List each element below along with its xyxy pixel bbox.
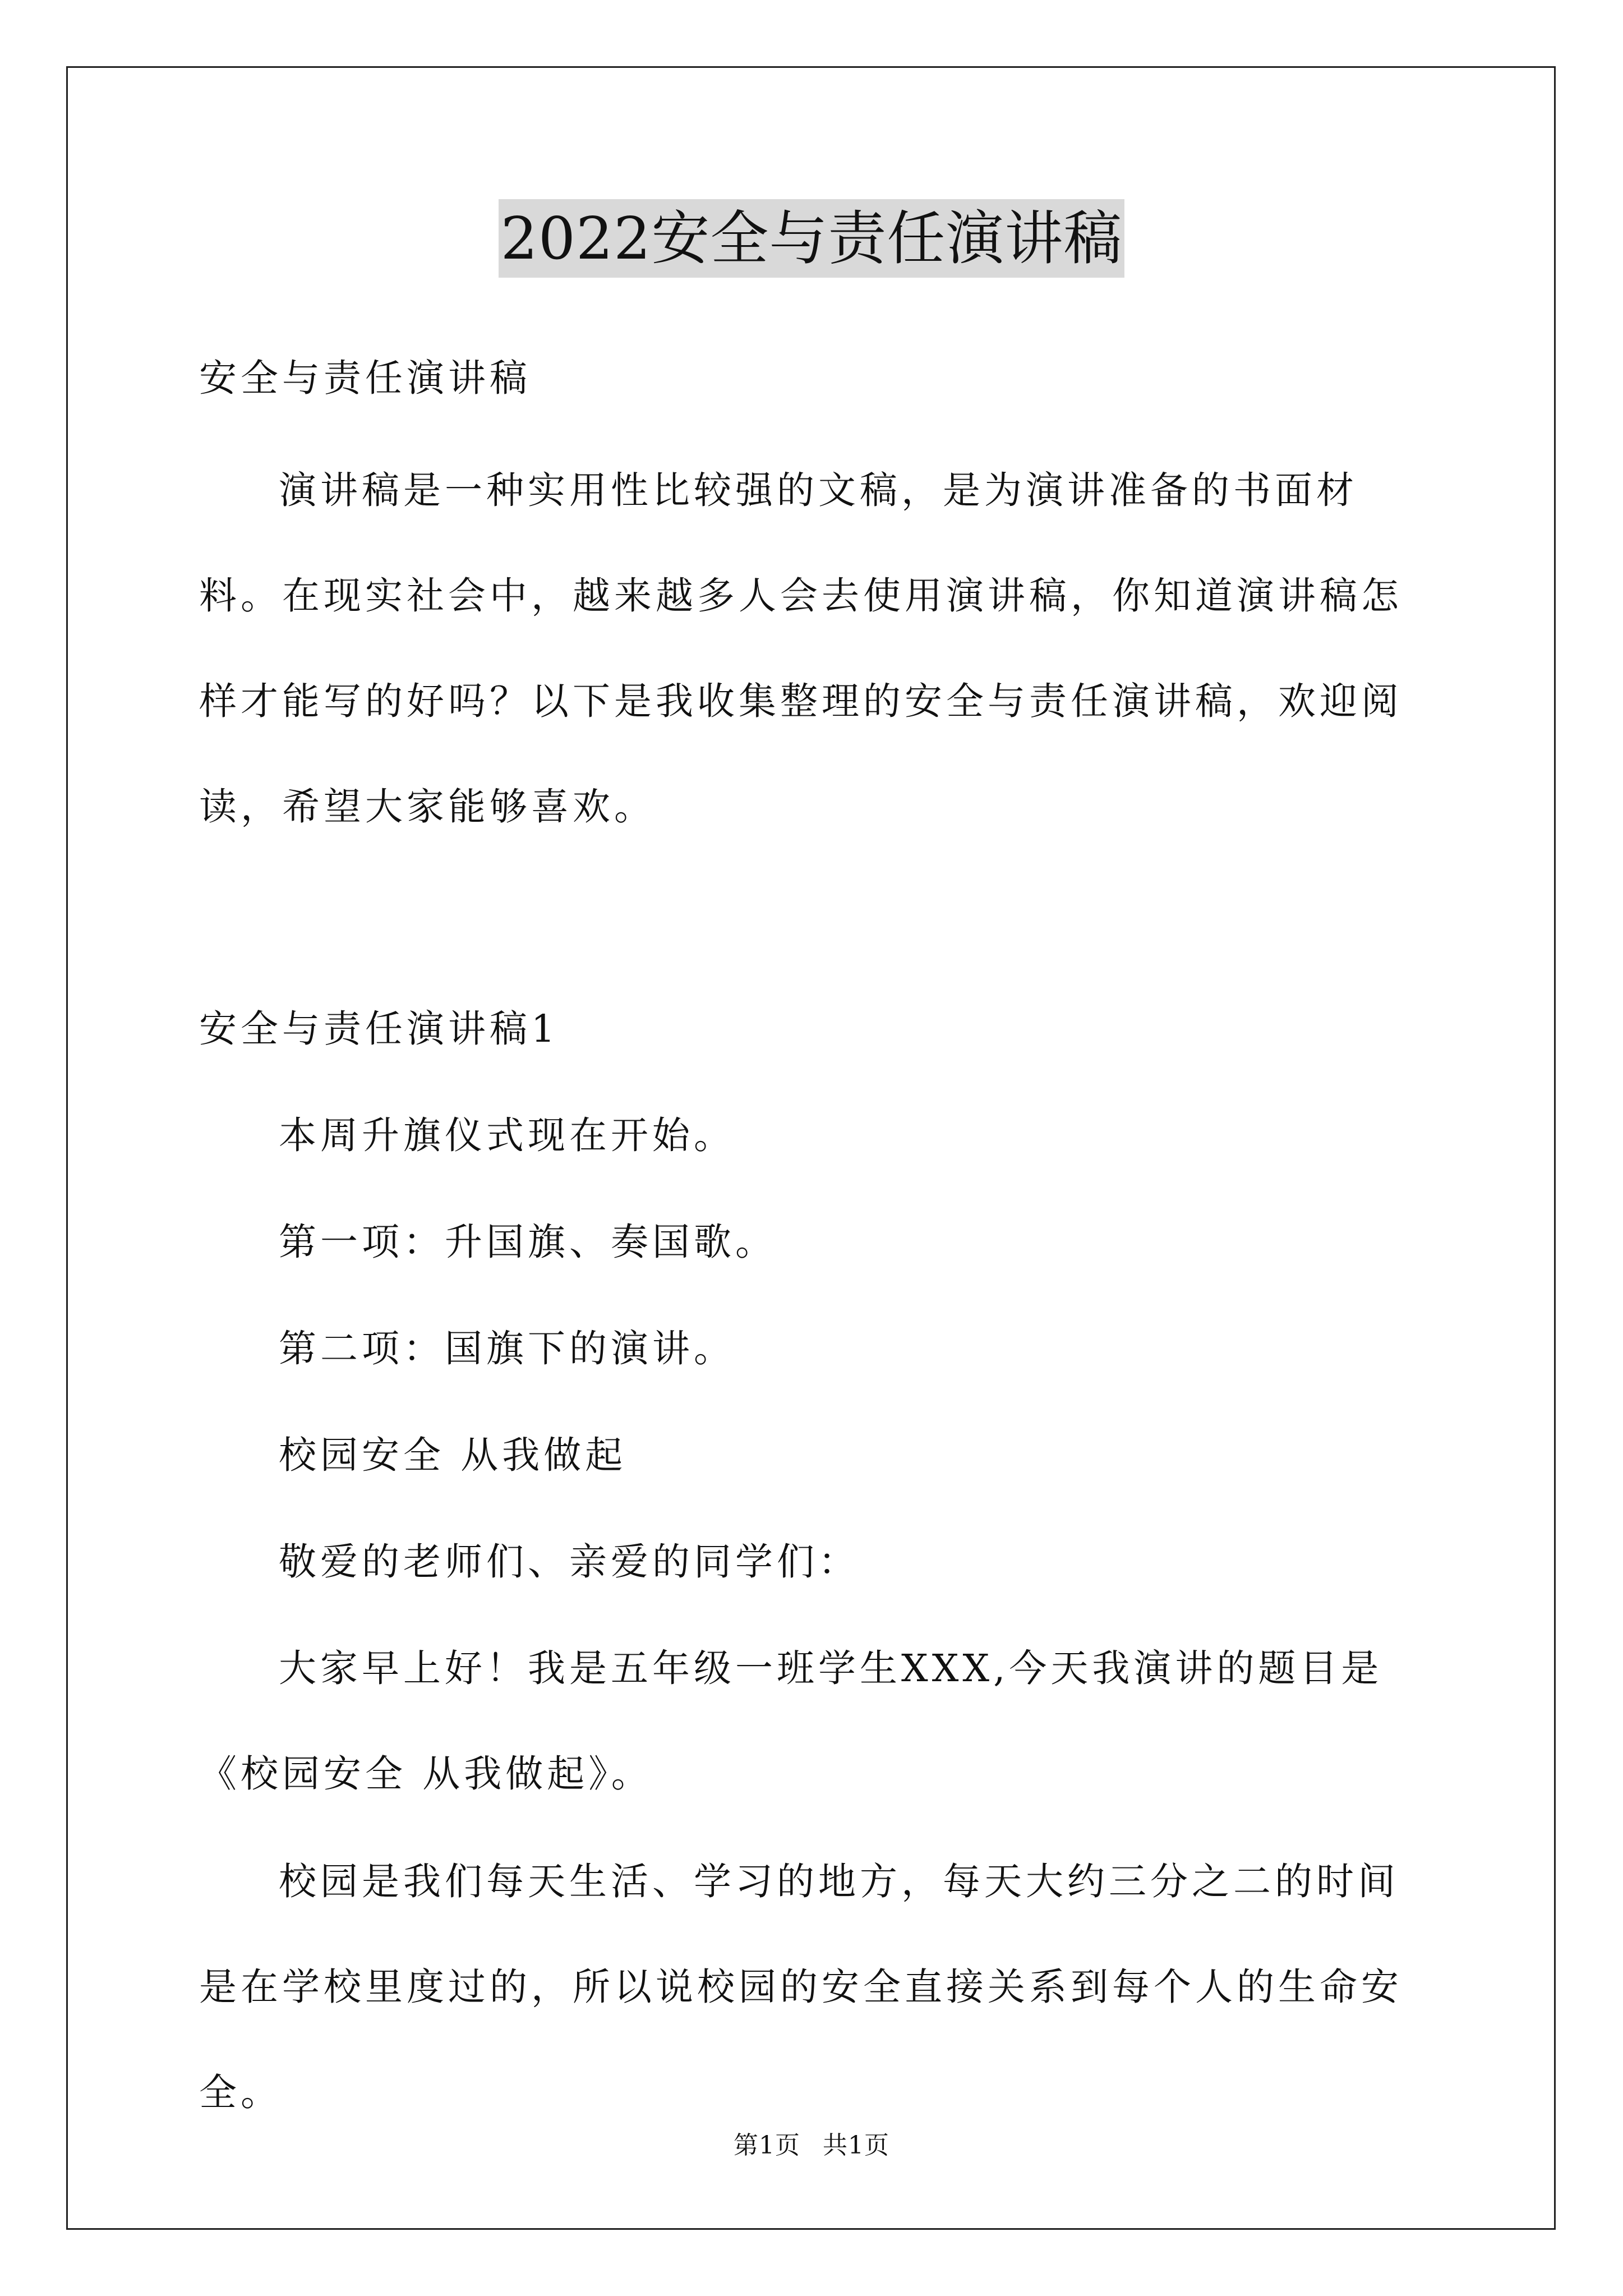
- intro-heading: 安全与责任演讲稿: [199, 356, 531, 400]
- page-footer: [0, 2129, 1623, 2162]
- speech-title-paragraph: 校园安全 从我做起: [279, 1433, 627, 1477]
- self-intro-paragraph: 大家早上好！我是五年级一班学生XXX,今天我演讲的题目是《校园安全 从我做起》。: [199, 1646, 1383, 1796]
- campus-paragraph: 校园是我们每天生活、学习的地方，每天大约三分之二的时间是在学校里度过的，所以说校园的安全直接关系到每个人的生命安全。: [199, 1860, 1403, 2114]
- intro-paragraph: 演讲稿是一种实用性比较强的文稿，是为演讲准备的书面材料。在现实社会中，越来越多人会去使用演讲稿，你知道演讲稿怎样才能写的好吗？以下是我收集整理的安全与责任演讲稿，欢迎阅读，希望大家能够喜欢。: [199, 468, 1403, 829]
- item-one-paragraph: 第一项：升国旗、奏国歌。: [279, 1220, 777, 1264]
- ceremony-start-paragraph: 本周升旗仪式现在开始。: [279, 1114, 735, 1157]
- greeting-paragraph: 敬爱的老师们、亲爱的同学们：: [279, 1540, 860, 1584]
- section-heading-1: 安全与责任演讲稿1: [199, 1007, 559, 1051]
- page-number-current: 第1页: [734, 2131, 800, 2160]
- document-title: [0, 199, 1623, 278]
- item-two-paragraph: 第二项：国旗下的演讲。: [279, 1327, 735, 1370]
- document-title-text: 2022安全与责任演讲稿: [499, 199, 1125, 278]
- page-number-total: 共1页: [823, 2131, 889, 2160]
